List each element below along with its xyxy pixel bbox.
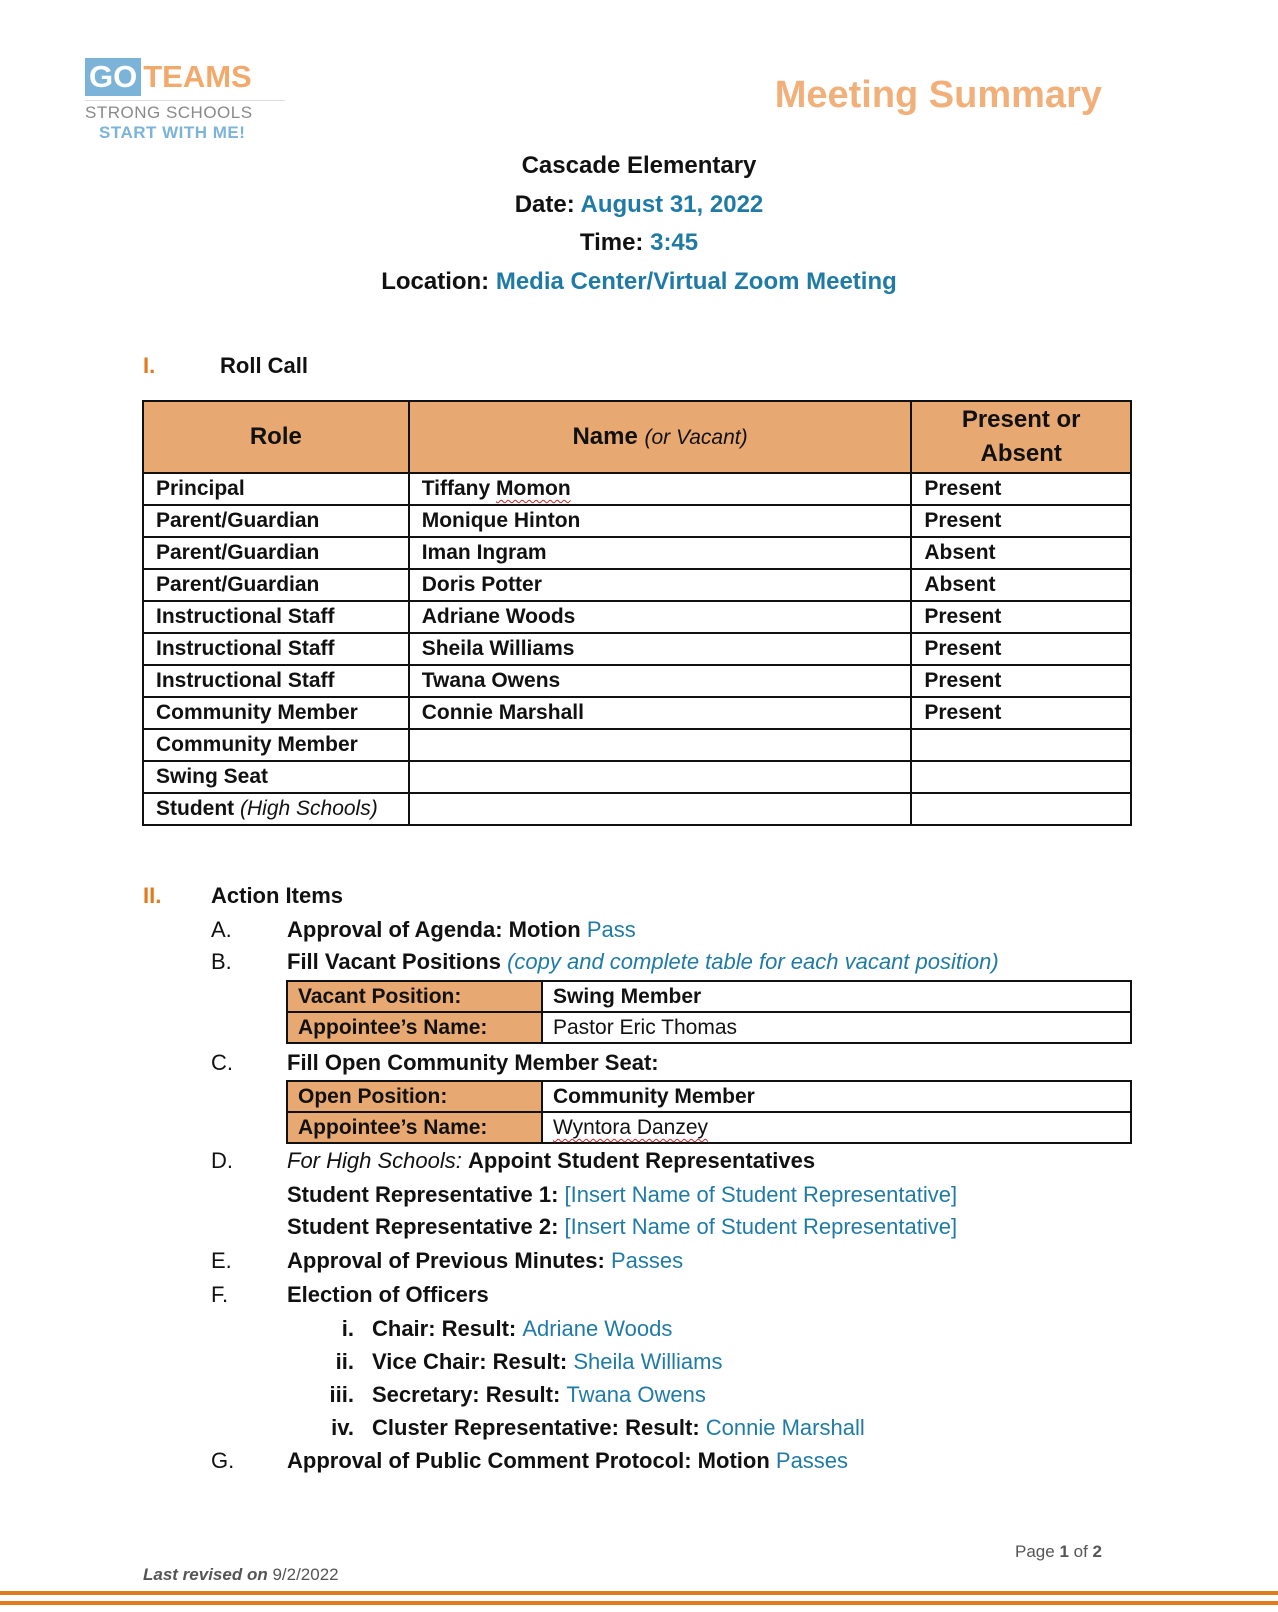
name-cell <box>409 793 912 825</box>
role-cell: Community Member <box>143 729 409 761</box>
item-e-label: Approval of Previous Minutes: <box>287 1248 611 1273</box>
role-cell <box>143 793 409 825</box>
appointee-name-misspelled: Wyntora Danzey <box>553 1116 709 1139</box>
item-d <box>287 1148 815 1174</box>
officer-2-value: Sheila Williams <box>573 1349 723 1374</box>
section-1-number: I. <box>143 353 156 378</box>
time-value: 3:45 <box>650 229 699 256</box>
name-cell: Monique Hinton <box>409 505 912 537</box>
name-text <box>422 477 571 500</box>
name-cell <box>409 729 912 761</box>
status-cell <box>911 729 1131 761</box>
status-cell: Present <box>911 505 1131 537</box>
roll-call-table <box>142 400 1132 826</box>
last-revised <box>143 1565 339 1585</box>
officer-3-label: Secretary: Result: <box>372 1382 567 1407</box>
document-title: Meeting Summary <box>774 74 1102 116</box>
page-total: 2 <box>1092 1542 1102 1561</box>
officer-3-value: Twana Owens <box>566 1382 706 1407</box>
table-row <box>287 981 1131 1012</box>
role-cell: Instructional Staff <box>143 665 409 697</box>
student-rep-2 <box>287 1214 957 1240</box>
student-rep-2-label: Student Representative 2: <box>287 1214 565 1239</box>
officer-1-value: Adriane Woods <box>522 1316 673 1341</box>
student-rep-2-value: [Insert Name of Student Representative] <box>564 1214 958 1239</box>
location-label: Location: <box>381 268 496 295</box>
name-cell: Sheila Williams <box>409 633 912 665</box>
student-rep-1-label: Student Representative 1: <box>287 1182 565 1207</box>
logo-tagline-1: STRONG SCHOOLS <box>85 100 285 123</box>
table-row <box>287 1112 1131 1143</box>
item-a-value: Pass <box>586 917 636 942</box>
role-cell: Parent/Guardian <box>143 505 409 537</box>
officer-2 <box>372 1349 722 1375</box>
item-b-label: Fill Vacant Positions <box>287 949 508 974</box>
role-cell: Parent/Guardian <box>143 569 409 601</box>
officer-1-number: i. <box>341 1316 354 1341</box>
page-current: 1 <box>1059 1542 1069 1561</box>
item-d-prefix: For High Schools: <box>287 1148 468 1173</box>
item-g-label: Approval of Public Comment Protocol: Motion <box>287 1448 776 1473</box>
location-value: Media Center/Virtual Zoom Meeting <box>495 268 897 295</box>
item-b-note: (copy and complete table for each vacant position) <box>507 949 999 974</box>
item-e-value: Passes <box>610 1248 684 1273</box>
name-cell: Iman Ingram <box>409 537 912 569</box>
item-b <box>287 949 999 975</box>
officer-4-value: Connie Marshall <box>705 1415 865 1440</box>
header-name-label: Name <box>572 422 638 450</box>
officer-4-number: iv. <box>331 1415 354 1440</box>
table-row <box>143 505 1131 537</box>
status-cell: Present <box>911 633 1131 665</box>
appointee-value: Pastor Eric Thomas <box>542 1012 1131 1043</box>
table-row <box>143 569 1131 601</box>
officer-4 <box>372 1415 865 1441</box>
table-row <box>143 665 1131 697</box>
student-rep-1 <box>287 1182 957 1208</box>
name-cell <box>409 473 912 505</box>
footer-rule-top <box>0 1591 1278 1595</box>
item-c-letter: C. <box>211 1050 233 1075</box>
name-last-misspelled: Momon <box>496 477 571 500</box>
page-prefix: Page <box>1015 1542 1060 1561</box>
table-row <box>143 697 1131 729</box>
roll-call-header-row <box>143 401 1131 473</box>
role-cell: Community Member <box>143 697 409 729</box>
table-row <box>287 1012 1131 1043</box>
item-d-label: Appoint Student Representatives <box>467 1148 816 1173</box>
page-number <box>1015 1542 1102 1562</box>
table-row <box>143 473 1131 505</box>
header-status: Present or Absent <box>911 401 1131 473</box>
name-cell: Doris Potter <box>409 569 912 601</box>
status-cell: Absent <box>911 537 1131 569</box>
section-2-number: II. <box>143 883 162 908</box>
name-cell: Adriane Woods <box>409 601 912 633</box>
vacant-position-table <box>286 980 1132 1044</box>
vacant-position-label: Vacant Position: <box>287 981 542 1012</box>
footer-rule-bottom <box>0 1601 1278 1605</box>
item-g-value: Passes <box>775 1448 849 1473</box>
officer-1-label: Chair: Result: <box>372 1316 523 1341</box>
item-e-letter: E. <box>211 1248 232 1273</box>
school-name: Cascade Elementary <box>521 152 757 179</box>
item-a-label: Approval of Agenda: Motion <box>287 917 587 942</box>
role-cell: Instructional Staff <box>143 601 409 633</box>
section-1-title: Roll Call <box>220 353 309 378</box>
role-cell: Instructional Staff <box>143 633 409 665</box>
table-row <box>143 729 1131 761</box>
item-b-letter: B. <box>211 949 232 974</box>
appointee-value <box>542 1112 1131 1143</box>
item-a-letter: A. <box>211 917 232 942</box>
time-label: Time: <box>579 229 651 256</box>
open-position-value: Community Member <box>542 1081 1131 1112</box>
table-row <box>143 601 1131 633</box>
page-mid: of <box>1068 1542 1093 1561</box>
logo-tagline-2: START WITH ME! <box>99 123 246 142</box>
item-d-letter: D. <box>211 1148 233 1173</box>
item-e <box>287 1248 683 1274</box>
meeting-location <box>0 268 1278 296</box>
open-position-table <box>286 1080 1132 1144</box>
item-g-letter: G. <box>211 1448 235 1473</box>
logo-go: GO <box>85 58 141 96</box>
date-value: August 31, 2022 <box>580 191 764 218</box>
status-cell: Present <box>911 697 1131 729</box>
officer-1 <box>372 1316 672 1342</box>
item-f-letter: F. <box>211 1282 229 1307</box>
name-cell <box>409 761 912 793</box>
table-row <box>287 1081 1131 1112</box>
revised-label: Last revised on <box>143 1565 273 1584</box>
revised-date: 9/2/2022 <box>272 1565 339 1584</box>
student-rep-1-value: [Insert Name of Student Representative] <box>564 1182 958 1207</box>
item-g <box>287 1448 848 1474</box>
officer-3 <box>372 1382 706 1408</box>
role-note: (High Schools) <box>240 797 378 820</box>
role-cell: Principal <box>143 473 409 505</box>
role-text: Student <box>156 797 235 820</box>
goteams-logo <box>85 58 285 143</box>
date-label: Date: <box>514 191 581 218</box>
header-role: Role <box>143 401 409 473</box>
name-first: Tiffany <box>421 477 497 500</box>
table-row <box>143 761 1131 793</box>
officer-2-number: ii. <box>335 1349 354 1374</box>
status-cell: Absent <box>911 569 1131 601</box>
name-cell: Connie Marshall <box>409 697 912 729</box>
section-2-title: Action Items <box>211 883 344 908</box>
table-row <box>143 537 1131 569</box>
logo-teams: TEAMS <box>143 59 252 94</box>
item-a <box>287 917 636 943</box>
table-row <box>143 793 1131 825</box>
appointee-label: Appointee’s Name: <box>287 1012 542 1043</box>
table-row <box>143 633 1131 665</box>
officer-3-number: iii. <box>329 1382 354 1407</box>
name-cell: Twana Owens <box>409 665 912 697</box>
status-cell: Present <box>911 601 1131 633</box>
status-cell: Present <box>911 473 1131 505</box>
status-cell <box>911 761 1131 793</box>
header-name-note: (or Vacant) <box>644 425 748 449</box>
appointee-label: Appointee’s Name: <box>287 1112 542 1143</box>
header-name <box>409 401 912 473</box>
status-cell: Present <box>911 665 1131 697</box>
role-cell: Swing Seat <box>143 761 409 793</box>
status-cell <box>911 793 1131 825</box>
officer-4-label: Cluster Representative: Result: <box>372 1415 706 1440</box>
vacant-position-value: Swing Member <box>542 981 1131 1012</box>
officer-2-label: Vice Chair: Result: <box>372 1349 574 1374</box>
item-c-label: Fill Open Community Member Seat: <box>287 1050 659 1075</box>
meeting-time <box>0 229 1278 257</box>
meeting-date <box>0 191 1278 219</box>
role-cell: Parent/Guardian <box>143 537 409 569</box>
item-f-label: Election of Officers <box>287 1282 489 1307</box>
open-position-label: Open Position: <box>287 1081 542 1112</box>
